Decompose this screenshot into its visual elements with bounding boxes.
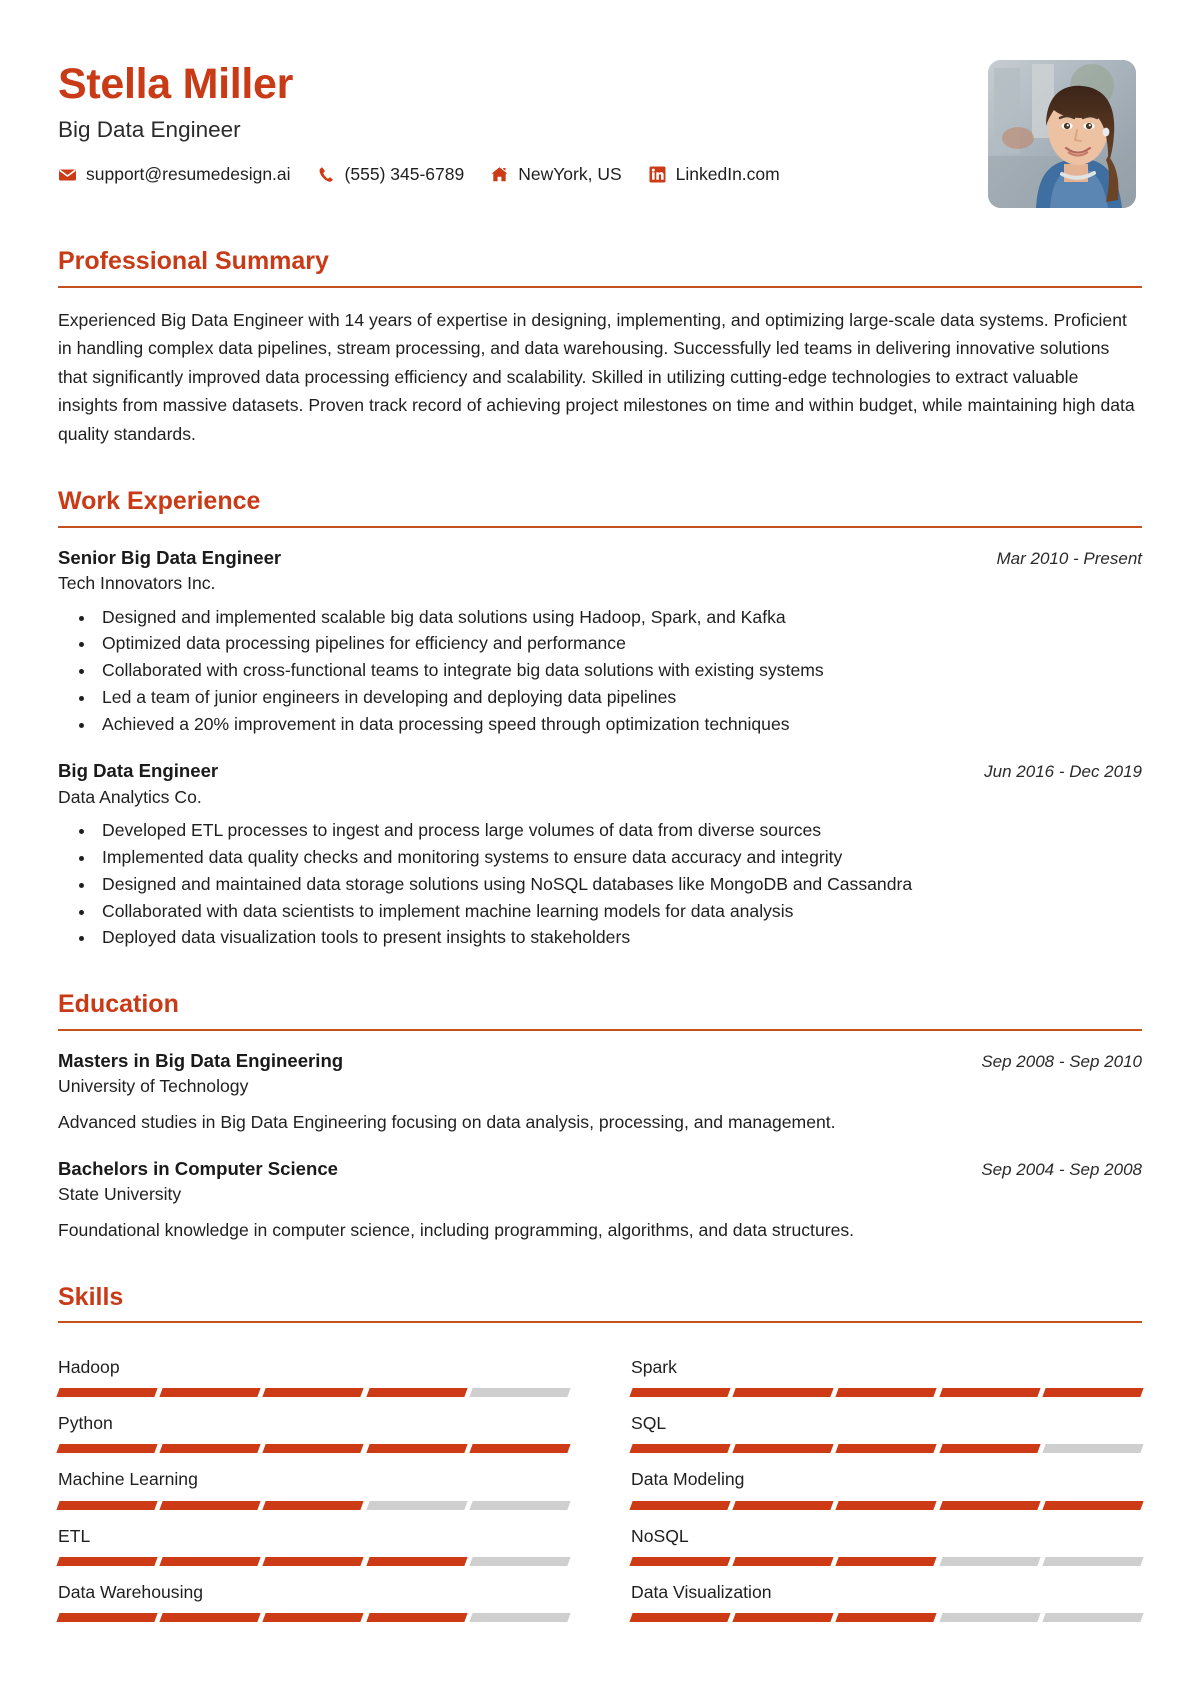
- section-skills: [58, 1284, 1142, 1622]
- skill-level-bar: [631, 1613, 1142, 1622]
- education-entry: [58, 1157, 1142, 1244]
- skill-segment-filled: [263, 1388, 364, 1397]
- list-item: • Developed ETL processes to ingest and process large volumes of data from diverse sources: [96, 817, 1142, 844]
- list-item: • Achieved a 20% improvement in data processing speed through optimization techniques: [96, 711, 1142, 738]
- skill-item: [631, 1510, 1142, 1566]
- job-company: Tech Innovators Inc.: [58, 572, 216, 593]
- section-title-skills: Skills: [58, 1282, 124, 1311]
- list-item: • Led a team of junior engineers in developing and deploying data pipelines: [96, 684, 1142, 711]
- degree-description: Foundational knowledge in computer science, including programming, algorithms, and data structures.: [58, 1220, 855, 1241]
- job-position: Senior Big Data Engineer: [58, 546, 282, 568]
- job-bullet-list: [58, 817, 1142, 951]
- skill-segment-filled: [939, 1501, 1040, 1510]
- skill-segment-filled: [56, 1388, 157, 1397]
- skill-segment-filled: [836, 1557, 937, 1566]
- job-position: Big Data Engineer: [58, 760, 219, 782]
- contact-row: [58, 164, 780, 185]
- skill-label: ETL: [58, 1525, 91, 1546]
- skill-segment-empty: [1042, 1613, 1143, 1622]
- job-company: Data Analytics Co.: [58, 786, 202, 807]
- skill-segment-filled: [160, 1501, 261, 1510]
- skill-segment-filled: [366, 1388, 467, 1397]
- skill-level-bar: [58, 1444, 569, 1453]
- skill-item: [58, 1566, 569, 1622]
- section-title-education: Education: [58, 990, 179, 1019]
- profile-photo: [988, 60, 1136, 208]
- skill-item: [58, 1453, 569, 1509]
- skill-item: [631, 1341, 1142, 1397]
- skill-segment-filled: [1042, 1501, 1143, 1510]
- skill-label: Data Modeling: [631, 1469, 745, 1490]
- contact-linkedin[interactable]: [648, 164, 780, 185]
- skill-segment-filled: [160, 1444, 261, 1453]
- list-item: • Designed and implemented scalable big data solutions using Hadoop, Spark, and Kafka: [96, 604, 1142, 631]
- contact-location[interactable]: [490, 164, 621, 185]
- skills-grid: [58, 1341, 1142, 1622]
- skill-segment-empty: [1042, 1444, 1143, 1453]
- skill-segment-filled: [160, 1613, 261, 1622]
- linkedin-icon: [648, 165, 667, 184]
- skill-level-bar: [58, 1501, 569, 1510]
- skill-segment-filled: [366, 1613, 467, 1622]
- list-item: • Collaborated with data scientists to implement machine learning models for data analysis: [96, 898, 1142, 925]
- skill-item: [58, 1397, 569, 1453]
- section-title-work: Work Experience: [58, 487, 261, 515]
- contact-phone[interactable]: [317, 164, 465, 185]
- skill-segment-filled: [160, 1388, 261, 1397]
- school-name: State University: [58, 1184, 182, 1205]
- skill-segment-filled: [733, 1613, 834, 1622]
- skill-segment-filled: [836, 1388, 937, 1397]
- resume-header: [58, 52, 1142, 208]
- degree-dates: Sep 2004 - Sep 2008: [981, 1160, 1142, 1180]
- skill-item: [631, 1397, 1142, 1453]
- skill-segment-filled: [366, 1557, 467, 1566]
- skill-segment-empty: [939, 1557, 1040, 1566]
- job-bullet-list: [58, 604, 1142, 738]
- skill-segment-filled: [263, 1444, 364, 1453]
- skill-level-bar: [58, 1613, 569, 1622]
- skill-segment-filled: [939, 1388, 1040, 1397]
- skill-segment-filled: [629, 1444, 730, 1453]
- skill-segment-filled: [56, 1444, 157, 1453]
- skill-segment-filled: [1042, 1388, 1143, 1397]
- skill-segment-filled: [629, 1388, 730, 1397]
- work-entry: [58, 759, 1142, 951]
- skill-level-bar: [631, 1388, 1142, 1397]
- section-divider: [58, 526, 1142, 528]
- skill-segment-filled: [733, 1501, 834, 1510]
- skill-segment-empty: [469, 1557, 570, 1566]
- degree-name: Bachelors in Computer Science: [58, 1158, 339, 1180]
- school-name: University of Technology: [58, 1075, 249, 1096]
- header-text-block: [58, 52, 780, 185]
- job-dates: Mar 2010 - Present: [996, 548, 1142, 568]
- skill-segment-filled: [56, 1501, 157, 1510]
- degree-description: Advanced studies in Big Data Engineering focusing on data analysis, processing, and management.: [58, 1111, 836, 1132]
- contact-linkedin-text: LinkedIn.com: [675, 164, 780, 185]
- home-icon: [490, 165, 509, 184]
- skill-label: Hadoop: [58, 1357, 120, 1378]
- contact-location-text: NewYork, US: [518, 164, 622, 185]
- contact-phone-text: (555) 345-6789: [344, 164, 465, 185]
- list-item: • Optimized data processing pipelines for efficiency and performance: [96, 630, 1142, 657]
- skill-segment-filled: [733, 1388, 834, 1397]
- candidate-name: Stella Miller: [58, 60, 294, 108]
- skill-level-bar: [58, 1388, 569, 1397]
- skill-segment-filled: [836, 1613, 937, 1622]
- skill-segment-filled: [939, 1444, 1040, 1453]
- skill-segment-filled: [629, 1501, 730, 1510]
- list-item: • Designed and maintained data storage solutions using NoSQL databases like MongoDB and Cassandra: [96, 871, 1142, 898]
- list-item: • Implemented data quality checks and monitoring systems to ensure data accuracy and integrity: [96, 844, 1142, 871]
- list-item: • Collaborated with cross-functional teams to integrate big data solutions with existing systems: [96, 657, 1142, 684]
- skill-level-bar: [631, 1557, 1142, 1566]
- skill-level-bar: [631, 1444, 1142, 1453]
- contact-email[interactable]: [58, 164, 291, 185]
- skill-segment-filled: [733, 1444, 834, 1453]
- skill-segment-filled: [56, 1557, 157, 1566]
- degree-dates: Sep 2008 - Sep 2010: [981, 1051, 1142, 1071]
- skill-segment-filled: [56, 1613, 157, 1622]
- skill-segment-empty: [1042, 1557, 1143, 1566]
- skill-segment-filled: [733, 1557, 834, 1566]
- section-divider: [58, 1029, 1142, 1031]
- skill-item: [631, 1453, 1142, 1509]
- skill-segment-filled: [836, 1444, 937, 1453]
- skill-segment-empty: [366, 1501, 467, 1510]
- skill-segment-filled: [629, 1557, 730, 1566]
- skill-label: Data Warehousing: [58, 1581, 204, 1602]
- skill-segment-filled: [469, 1444, 570, 1453]
- summary-text: Experienced Big Data Engineer with 14 years of expertise in designing, implementing, and optimizing large-scale data systems. Proficient in handling complex data pipelines, stream processing, and data warehousing. Successfully led teams in delivering innovative solutions that significantly improved data processing efficiency and scalability. Skilled in utilizing cutting-edge technologies to extract valuable insights from massive datasets. Proven track record of achieving project milestones on time and within budget, while maintaining high data quality standards.: [58, 309, 1135, 444]
- degree-name: Masters in Big Data Engineering: [58, 1049, 344, 1071]
- email-icon: [58, 165, 77, 184]
- section-divider: [58, 286, 1142, 288]
- candidate-job-title: Big Data Engineer: [58, 116, 241, 142]
- skill-item: [631, 1566, 1142, 1622]
- section-work-experience: [58, 488, 1142, 951]
- phone-icon: [317, 165, 336, 184]
- skill-label: Python: [58, 1413, 113, 1434]
- skill-segment-empty: [469, 1501, 570, 1510]
- skill-segment-filled: [629, 1613, 730, 1622]
- skill-segment-filled: [366, 1444, 467, 1453]
- education-entry: [58, 1049, 1142, 1136]
- work-entry: [58, 546, 1142, 738]
- skill-label: Data Visualization: [631, 1581, 772, 1602]
- skill-level-bar: [58, 1557, 569, 1566]
- skill-segment-filled: [263, 1557, 364, 1566]
- section-title-summary: Professional Summary: [58, 247, 329, 275]
- contact-email-text: support@resumedesign.ai: [86, 164, 291, 185]
- list-item: • Deployed data visualization tools to present insights to stakeholders: [96, 924, 1142, 951]
- skill-label: Spark: [631, 1357, 677, 1378]
- section-education: [58, 991, 1142, 1244]
- section-divider: [58, 1321, 1142, 1323]
- skill-segment-filled: [263, 1613, 364, 1622]
- skill-item: [58, 1510, 569, 1566]
- skill-segment-empty: [939, 1613, 1040, 1622]
- skill-label: SQL: [631, 1413, 667, 1434]
- skill-item: [58, 1341, 569, 1397]
- skill-segment-filled: [836, 1501, 937, 1510]
- skill-segment-empty: [469, 1613, 570, 1622]
- skill-label: NoSQL: [631, 1525, 689, 1546]
- job-dates: Jun 2016 - Dec 2019: [984, 762, 1142, 782]
- skill-label: Machine Learning: [58, 1469, 198, 1490]
- skill-segment-empty: [469, 1388, 570, 1397]
- section-professional-summary: [58, 248, 1142, 448]
- skill-segment-filled: [160, 1557, 261, 1566]
- skill-segment-filled: [263, 1501, 364, 1510]
- skill-level-bar: [631, 1501, 1142, 1510]
